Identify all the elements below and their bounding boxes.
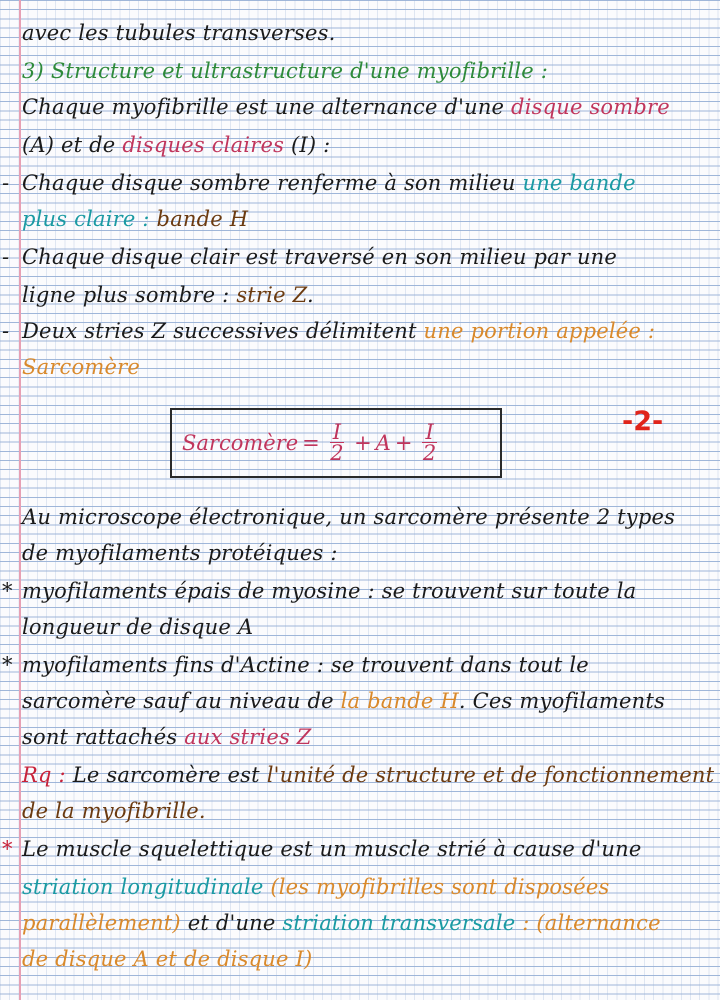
remark-line1	[0, 762, 720, 788]
bullet1-line1	[0, 170, 720, 196]
text: Le sarcomère est	[65, 763, 267, 787]
para1-line1	[0, 94, 720, 120]
text: myofilaments épais de myosine : se trouvent sur toute la	[22, 579, 637, 603]
term-aux-stries-z: aux stries Z	[184, 725, 312, 749]
text: Chaque disque clair est traversé en son milieu par une	[22, 245, 618, 269]
formula-lhs: Sarcomère	[182, 430, 299, 455]
text: sont rattachés	[22, 725, 185, 749]
text-alternance: : (alternance	[515, 911, 661, 935]
text: . Ces myofilaments	[458, 689, 666, 713]
text: Deux stries Z successives délimitent	[22, 319, 424, 343]
term-unite-structure: l'unité de structure et de fonctionnement	[266, 763, 715, 787]
fraction-numerator: I	[330, 422, 344, 443]
text-tubules: avec les tubules transverses.	[22, 21, 336, 45]
star-bullet: *	[2, 653, 13, 677]
bullet1-line2	[0, 206, 720, 232]
fraction-i-over-2	[330, 422, 344, 463]
formula-box	[170, 408, 502, 478]
text: longueur de disque A	[22, 615, 254, 639]
term-disque-sombre: disque sombre	[511, 95, 670, 119]
term-disques-claires: disques claires	[122, 133, 285, 157]
star2-line3	[0, 724, 720, 750]
star1-line1	[0, 578, 720, 604]
text: .	[307, 283, 314, 307]
term-striation-longitudinale: striation longitudinale	[22, 875, 271, 899]
remark-line2	[0, 798, 720, 824]
star-bullet: *	[2, 579, 13, 603]
term-la-bande-h: la bande H	[340, 689, 459, 713]
star3-line3	[0, 910, 720, 936]
dash-bullet: -	[2, 171, 10, 195]
text: Chaque myofibrille est une alternance d'une	[22, 95, 512, 119]
text: Au microscope électronique, un sarcomère présente 2 types	[22, 505, 676, 529]
formula-plus: +	[394, 430, 413, 455]
text-parallelement: parallèlement)	[22, 911, 188, 935]
formula-equals: =	[302, 430, 320, 455]
formula-a: A	[375, 430, 391, 455]
dash-bullet: -	[2, 245, 10, 269]
bullet3-line1	[0, 318, 720, 344]
term-striation-transversale: striation transversale	[282, 911, 516, 935]
section-heading	[0, 58, 720, 84]
text: (A) et de	[22, 133, 123, 157]
bullet3-line2	[0, 354, 720, 380]
fraction-i-over-2	[422, 422, 436, 463]
term-sarcomere: Sarcomère	[22, 355, 140, 379]
sarcomere-formula	[182, 422, 443, 463]
star3-line1	[0, 836, 720, 862]
remark-label: Rq :	[22, 763, 66, 787]
term-strie-z: strie Z	[236, 283, 308, 307]
para2-line1	[0, 504, 720, 530]
star1-line2	[0, 614, 720, 640]
text: myofilaments fins d'Actine : se trouvent dans tout le	[22, 653, 589, 677]
text: et d'une	[187, 911, 283, 935]
star-bullet: *	[2, 837, 13, 861]
text-parenthetical: (les myofibrilles sont disposées	[270, 875, 610, 899]
heading-text: 3) Structure et ultrastructure d'une myofibrille :	[22, 59, 548, 83]
bullet2-line2	[0, 282, 720, 308]
fraction-numerator: I	[422, 422, 436, 443]
star3-line2	[0, 874, 720, 900]
term-bande-h: bande H	[156, 207, 249, 231]
text-disque-a-i: de disque A et de disque I)	[22, 947, 313, 971]
bullet2-line1	[0, 244, 720, 270]
text: sarcomère sauf au niveau de	[22, 689, 341, 713]
formula-plus: +	[354, 430, 372, 455]
para1-line2	[0, 132, 720, 158]
fraction-denominator: 2	[422, 441, 437, 465]
term-plus-claire: plus claire :	[22, 207, 157, 231]
term-de-la-myofibrille: de la myofibrille.	[22, 799, 206, 823]
text: (I) :	[284, 133, 331, 157]
term-une-bande: une bande	[522, 171, 636, 195]
line-tubules	[0, 20, 720, 46]
para2-line2	[0, 540, 720, 566]
term-une-portion: une portion appelée :	[423, 319, 656, 343]
text: ligne plus sombre :	[22, 283, 237, 307]
fraction-denominator: 2	[330, 441, 344, 465]
star2-line2	[0, 688, 720, 714]
dash-bullet: -	[2, 319, 10, 343]
text: de myofilaments protéiques :	[22, 541, 338, 565]
star3-line4	[0, 946, 720, 972]
page-number: -2-	[622, 406, 664, 437]
star2-line1	[0, 652, 720, 678]
text: Chaque disque sombre renferme à son milieu	[22, 171, 523, 195]
text: Le muscle squelettique est un muscle strié à cause d'une	[22, 837, 642, 861]
